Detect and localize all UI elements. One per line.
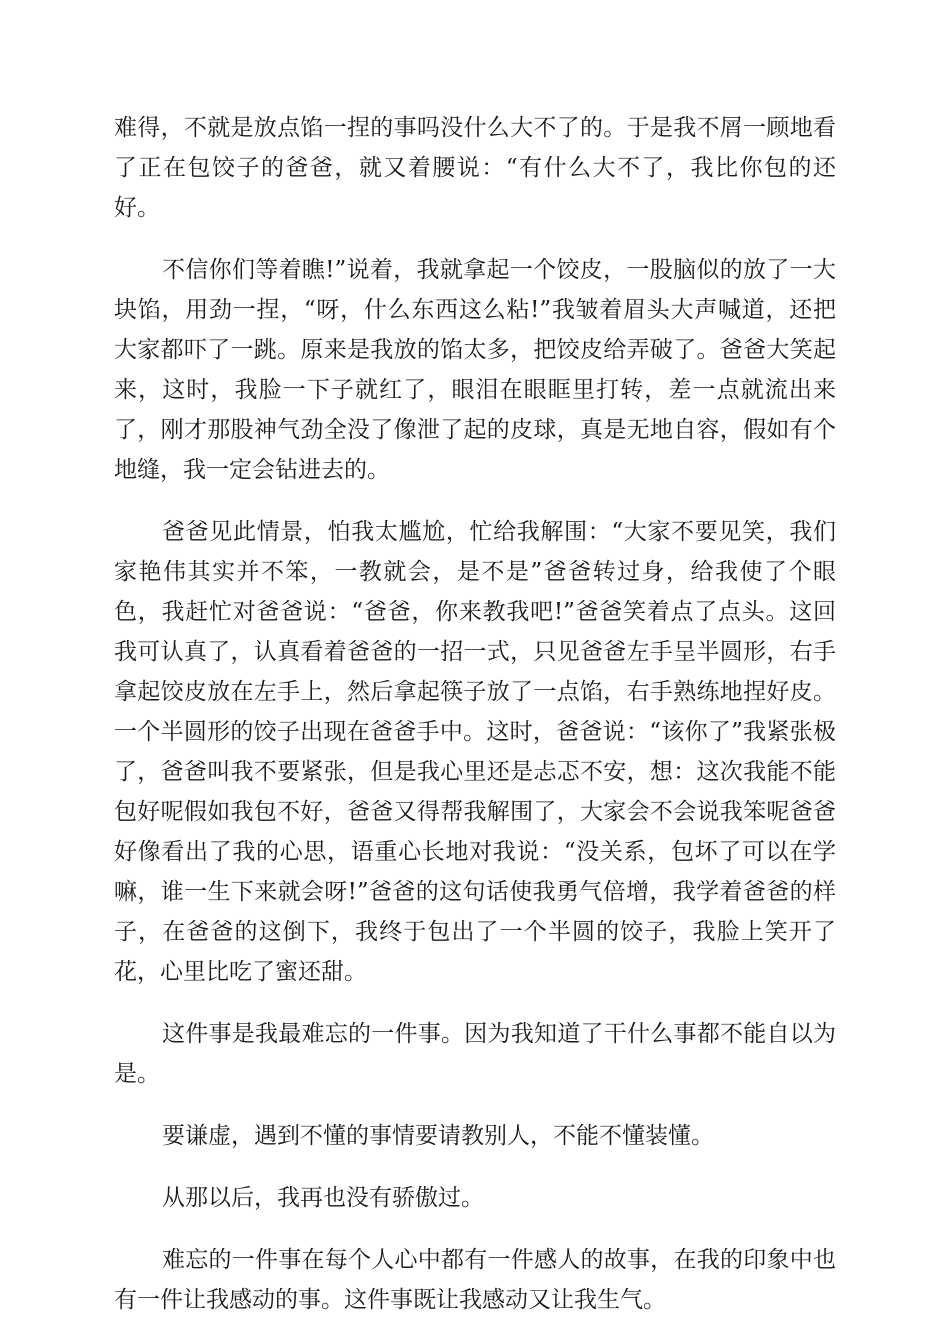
paragraph-6: 从那以后，我再也没有骄傲过。 [162, 1185, 484, 1211]
paragraph-3: 爸爸见此情景，怕我太尴尬，忙给我解围：“大家不要见笑，我们家艳伟其实并不笨，一教就会，是不是”爸爸转过身，给我使了个眼色，我赶忙对爸爸说：“爸爸，你来教我吧!”爸爸笑着点了点头。这回我可认真了，认真看着爸爸的一招一式，只见爸爸左手呈半圆形，右手拿起饺皮放在左手上，然后拿起筷子放了一点馅，右手熟练地捏好皮。一个半圆形的饺子出现在爸爸手中。这时，爸爸说：“该你了”我紧张极了，爸爸叫我不要紧张，但是我心里还是忐忑不安，想：这次我能不能包好呢假如我包不好，爸爸又得帮我解围了，大家会不会说我笨呢爸爸好像看出了我的心思，语重心长地对我说：“没关系，包坏了可以在学嘛，谁一生下来就会呀!”爸爸的这句话使我勇气倍增，我学着爸爸的样子，在爸爸的这倒下，我终于包出了一个半圆的饺子，我脸上笑开了花，心里比吃了蜜还甜。 [114, 519, 836, 985]
paragraph-2: 不信你们等着瞧!”说着，我就拿起一个饺皮，一股脑似的放了一大块馅，用劲一捏，“呀，什么东西这么粘!”我皱着眉头大声喊道，还把大家都吓了一跳。原来是我放的馅太多，把饺皮给弄破了。爸爸大笑起来，这时，我脸一下子就红了，眼泪在眼眶里打转，差一点就流出来了，刚才那股神气劲全没了像泄了起的皮球，真是无地自容，假如有个地缝，我一定会钻进去的。 [114, 257, 836, 483]
paragraph-5: 要谦虚，遇到不懂的事情要请教别人，不能不懂装懂。 [162, 1123, 714, 1149]
paragraph-1: 难得，不就是放点馅一捏的事吗没什么大不了的。于是我不屑一顾地看了正在包饺子的爸爸，就又着腰说：“有什么大不了，我比你包的还好。 [114, 115, 836, 221]
document-page [114, 108, 836, 1342]
paragraph-7: 难忘的一件事在每个人心中都有一件感人的故事，在我的印象中也有一件让我感动的事。这件事既让我感动又让我生气。 [114, 1247, 836, 1313]
paragraph-4: 这件事是我最难忘的一件事。因为我知道了干什么事都不能自以为是。 [114, 1021, 836, 1087]
